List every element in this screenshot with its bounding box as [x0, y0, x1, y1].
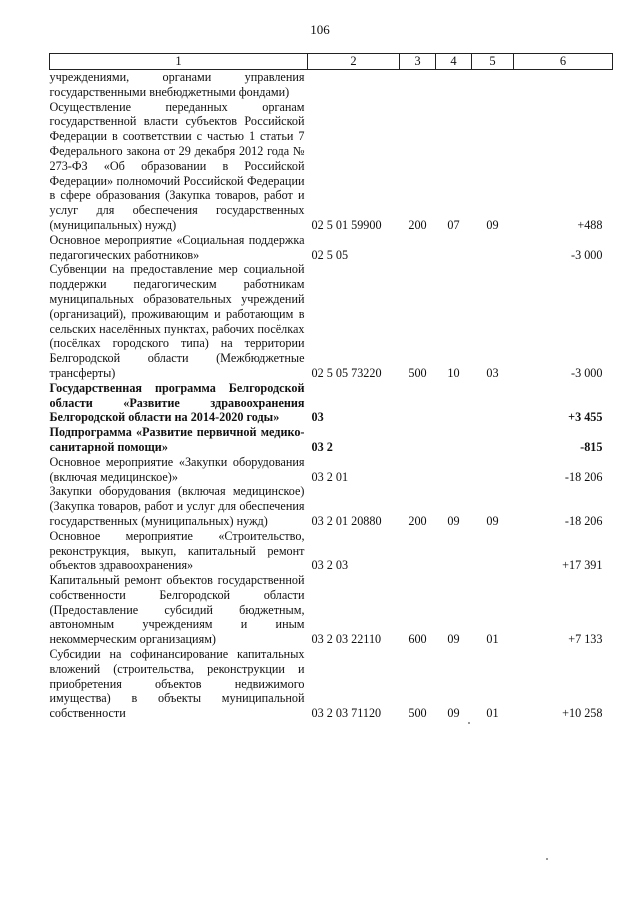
row-col4: 09 — [447, 706, 460, 721]
header-cell-1: 1 — [50, 54, 308, 70]
row-description: Основное мероприятие «Социальная поддержка педагогических работников» — [49, 232, 305, 262]
row-code: 02 5 05 — [311, 247, 349, 262]
row-col3: 500 — [408, 365, 427, 380]
row-description: Подпрограмма «Развитие первичной медико-санитарной помощи» — [49, 425, 305, 454]
row-col4 — [436, 425, 472, 455]
row-code — [308, 70, 400, 100]
row-code: 03 — [311, 410, 324, 425]
row-description: Основное мероприятие «Строительство, реконструкция, выкуп, капитальный ремонт объектов здравоохранения» — [49, 528, 305, 573]
row-amount: +7 133 — [568, 632, 603, 647]
row-col3 — [400, 381, 436, 425]
row-code: 03 2 03 — [311, 558, 349, 573]
row-col3 — [400, 455, 436, 485]
row-amount: -3 000 — [571, 365, 603, 380]
row-col5: 03 — [486, 365, 499, 380]
row-col3: 200 — [408, 217, 427, 232]
row-col4: 09 — [447, 632, 460, 647]
row-col5: 01 — [486, 632, 499, 647]
row-col5 — [472, 529, 514, 573]
table-row — [50, 529, 613, 573]
row-col4 — [436, 455, 472, 485]
table-row — [50, 455, 613, 485]
row-description: Субвенции на предоставление мер социальной поддержки педагогическим работникам муниципальных образовательных учреждений (организаций), проживающим и работающим в сельских населённых пунктах, рабочих посёлках (посёлках городского типа) на территории Белгородской области (Межбюджетные трансферты) — [49, 262, 305, 380]
row-description: Основное мероприятие «Закупки оборудования (включая медицинское)» — [49, 454, 305, 484]
row-col4 — [436, 381, 472, 425]
row-col4 — [436, 233, 472, 263]
page-number: 106 — [310, 22, 330, 37]
row-code: 03 2 03 22110 — [311, 632, 382, 647]
row-amount — [514, 70, 613, 100]
row-description: Субсидии на софинансирование капитальных вложений (строительства, реконструкции и приобретения объектов недвижимого имущества) в объекты муниципальной собственности — [49, 647, 305, 721]
row-amount: -18 206 — [564, 469, 603, 484]
header-cell-4: 4 — [436, 54, 472, 70]
scan-speck — [468, 722, 470, 724]
row-code: 02 5 01 59900 — [311, 217, 382, 232]
row-col3: 200 — [408, 513, 427, 528]
header-cell-2: 2 — [308, 54, 400, 70]
row-amount: -3 000 — [571, 247, 603, 262]
row-col3 — [400, 529, 436, 573]
row-col5 — [472, 70, 514, 100]
row-col5 — [472, 381, 514, 425]
header-cell-6: 6 — [514, 54, 613, 70]
row-col5 — [472, 233, 514, 263]
table-row — [50, 573, 613, 647]
row-amount: +488 — [577, 217, 603, 232]
row-col4: 09 — [447, 513, 460, 528]
row-description: Государственная программа Белгородской области «Развитие здравоохранения Белгородской области на 2014-2020 годы» — [49, 380, 305, 425]
table-row — [50, 100, 613, 233]
header-cell-3: 3 — [400, 54, 436, 70]
budget-table — [49, 53, 613, 721]
row-amount: +3 455 — [568, 410, 603, 425]
table-row — [50, 381, 613, 425]
row-col4: 10 — [447, 365, 460, 380]
row-col5 — [472, 455, 514, 485]
row-col4 — [436, 70, 472, 100]
row-code: 03 2 — [311, 439, 333, 454]
row-col3 — [400, 425, 436, 455]
row-description: Закупки оборудования (включая медицинское) (Закупка товаров, работ и услуг для обеспечения государственных (муниципальных) нужд) — [49, 484, 305, 528]
table-row — [50, 70, 613, 100]
row-amount: +17 391 — [562, 558, 603, 573]
row-amount: -18 206 — [564, 513, 603, 528]
table-row — [50, 484, 613, 528]
table-row — [50, 425, 613, 455]
row-col5: 01 — [486, 706, 499, 721]
row-code: 03 2 01 — [311, 469, 349, 484]
table-row — [50, 262, 613, 380]
row-description: Осуществление переданных органам государственной власти субъектов Российской Федерации в соответствии с частью 1 статьи 7 Федерального закона от 29 декабря 2012 года № 273-ФЗ «Об образовании в Российской Федерации» полномочий Российской Федерации в сфере образования (Закупка товаров, работ и услуг для обеспечения государственных (муниципальных) нужд) — [49, 99, 305, 232]
row-amount: -815 — [580, 439, 603, 454]
row-col3 — [400, 233, 436, 263]
header-cell-5: 5 — [472, 54, 514, 70]
row-col5: 09 — [486, 217, 499, 232]
row-col4 — [436, 529, 472, 573]
row-col3: 500 — [408, 706, 427, 721]
scan-speck — [546, 858, 548, 860]
table-header-row — [50, 54, 613, 70]
row-col4: 07 — [447, 217, 460, 232]
row-code: 03 2 03 71120 — [311, 706, 382, 721]
row-description: Капитальный ремонт объектов государственной собственности Белгородской области (Предоставление субсидий бюджетным, автономным учреждениям и иным некоммерческим организациям) — [49, 573, 305, 647]
row-description: учреждениями, органами управления государственными внебюджетными фондами) — [49, 70, 305, 99]
table-row — [50, 233, 613, 263]
row-code: 02 5 05 73220 — [311, 365, 382, 380]
row-code: 03 2 01 20880 — [311, 513, 382, 528]
row-col5 — [472, 425, 514, 455]
row-col3: 600 — [408, 632, 427, 647]
row-col5: 09 — [486, 513, 499, 528]
row-amount: +10 258 — [562, 706, 603, 721]
table-body — [50, 70, 613, 722]
row-col3 — [400, 70, 436, 100]
table-row — [50, 647, 613, 721]
